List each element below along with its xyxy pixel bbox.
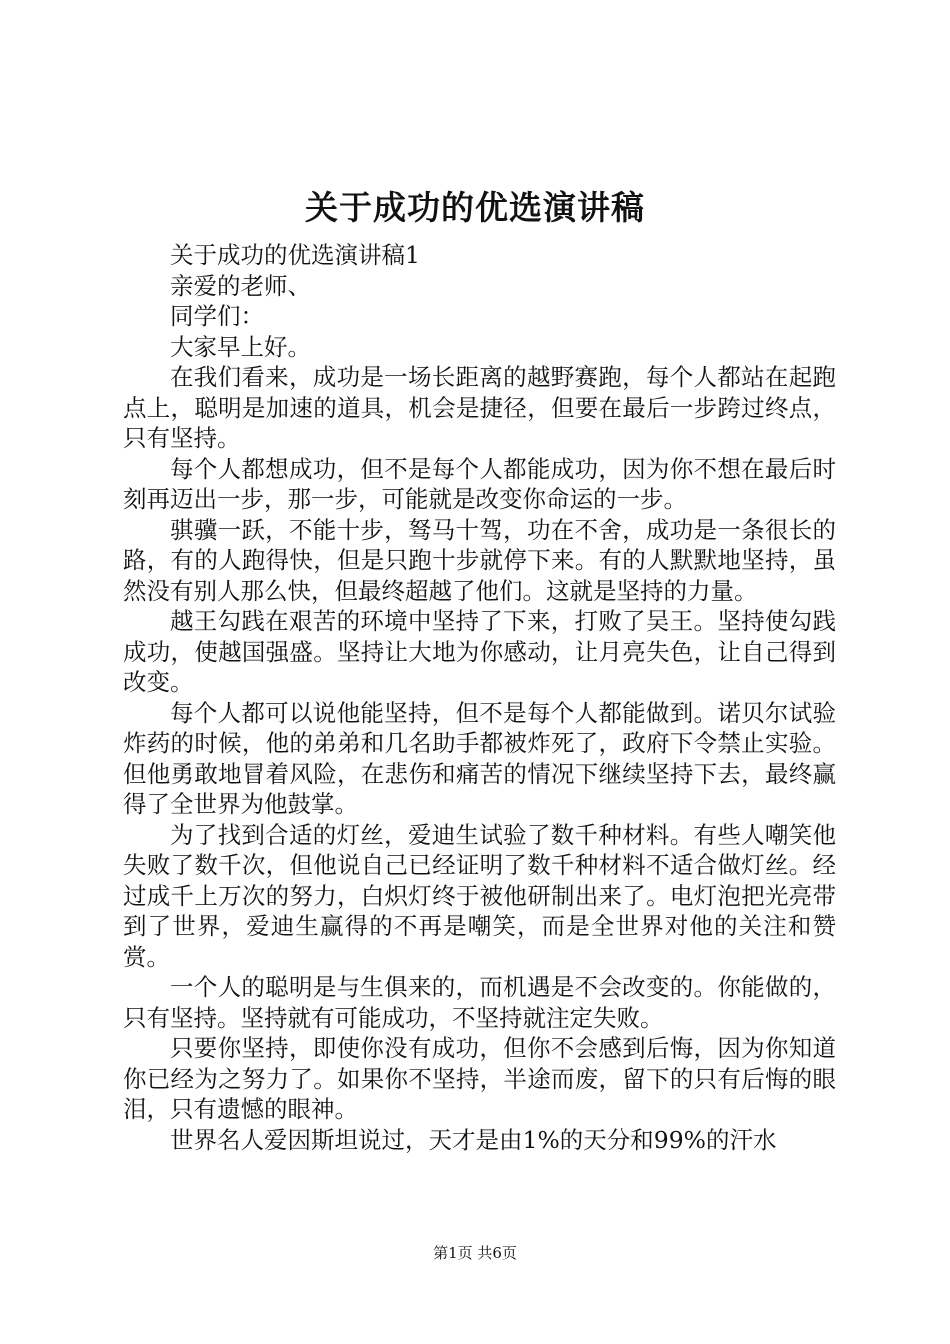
paragraph-8: 越王勾践在艰苦的环境中坚持了下来，打败了吴王。坚持使勾践成功，使越国强盛。坚持让大地为你感动，让月亮失色，让自己得到改变。 (123, 607, 836, 696)
paragraph-5: 在我们看来，成功是一场长距离的越野赛跑，每个人都站在起跑点上，聪明是加速的道具，机会是捷径，但要在最后一步跨过终点，只有坚持。 (123, 363, 836, 452)
paragraph-4: 大家早上好。 (170, 332, 311, 361)
paragraph-10: 为了找到合适的灯丝，爱迪生试验了数千种材料。有些人嘲笑他失败了数千次，但他说自己已经证明了数千种材料不适合做灯丝。经过成千上万次的努力，白炽灯终于被他研制出来了。电灯泡把光亮带到了世界，爱迪生赢得的不再是嘲笑，而是全世界对他的关注和赞赏。 (123, 820, 836, 971)
paragraph-7: 骐骥一跃，不能十步，驽马十驾，功在不舍，成功是一条很长的路，有的人跑得快，但是只跑十步就停下来。有的人默默地坚持，虽然没有别人那么快，但最终超越了他们。这就是坚持的力量。 (123, 515, 836, 605)
paragraph-3: 同学们： (170, 302, 264, 330)
paragraph-1: 关于成功的优选演讲稿1 (170, 241, 420, 269)
document-body (123, 240, 836, 1155)
paragraph-6: 每个人都想成功，但不是每个人都能成功，因为你不想在最后时刻再迈出一步，那一步，可能就是改变你命运的一步。 (123, 454, 836, 513)
paragraph-9: 每个人都可以说他能坚持，但不是每个人都能做到。诺贝尔试验炸药的时候，他的弟弟和几名助手都被炸死了，政府下令禁止实验。但他勇敢地冒着风险，在悲伤和痛苦的情况下继续坚持下去，最终赢得了全世界为他鼓掌。 (123, 698, 836, 818)
page-footer: 第1页 共6页 (433, 1244, 517, 1262)
paragraph-12: 只要你坚持，即使你没有成功，但你不会感到后悔，因为你知道你已经为之努力了。如果你不坚持，半途而废，留下的只有后悔的眼泪，只有遗憾的眼神。 (123, 1034, 836, 1123)
paragraph-11: 一个人的聪明是与生俱来的，而机遇是不会改变的。你能做的，只有坚持。坚持就有可能成功，不坚持就注定失败。 (123, 973, 836, 1032)
document-title: 关于成功的优选演讲稿 (305, 188, 645, 227)
paragraph-13: 世界名人爱因斯坦说过，天才是由1%的天分和99%的汗水 (170, 1125, 777, 1154)
paragraph-2: 亲爱的老师、 (170, 271, 311, 300)
